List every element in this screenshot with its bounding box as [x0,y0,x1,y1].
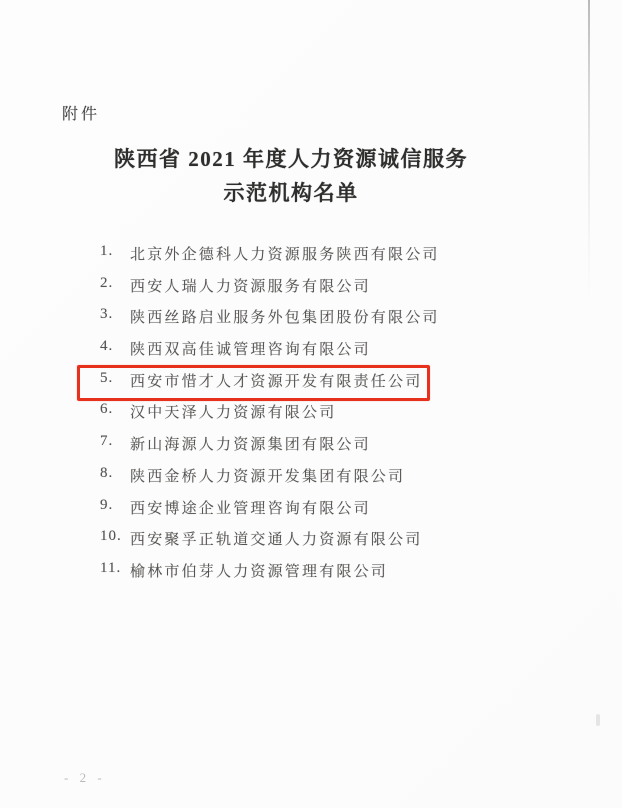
title-line-2: 示范机构名单 [223,181,359,205]
page-number: - 2 - [64,770,106,785]
company-name: 榆林市伯芽人力资源管理有限公司 [130,563,389,580]
list-item [100,465,570,497]
list-item [100,338,570,370]
list-item [100,528,570,560]
list-item [100,275,570,307]
title-line-1: 陕西省 2021 年度人力资源诚信服务 [114,147,468,171]
company-name: 陕西双高佳诚管理咨询有限公司 [130,342,371,359]
scan-speck [596,714,600,726]
list-item-number: 1. [100,243,114,259]
list-item-number: 7. [100,433,114,450]
list-item-number: 8. [100,464,114,481]
company-name: 陕西丝路启业服务外包集团股份有限公司 [130,310,440,327]
company-name: 西安聚孚正轨道交通人力资源有限公司 [130,532,423,549]
company-name: 新山海源人力资源集团有限公司 [130,437,371,454]
company-list [100,243,570,592]
list-item-number: 4. [100,338,114,355]
company-name: 西安人瑞人力资源服务有限公司 [130,278,371,295]
list-item [100,497,570,529]
scan-artifact-line [588,0,590,300]
list-item [100,433,570,465]
company-name: 汉中天泽人力资源有限公司 [130,405,337,422]
list-item [100,560,570,592]
company-name: 陕西金桥人力资源开发集团有限公司 [130,468,406,485]
company-name: 西安博途企业管理咨询有限公司 [130,500,371,517]
list-item-number: 10. [100,528,122,545]
list-item [100,306,570,338]
list-item [100,401,570,433]
list-item [100,243,570,275]
list-item-number: 6. [100,401,114,418]
list-item-number: 2. [100,274,114,291]
list-item [100,370,570,402]
list-item-number: 9. [100,496,114,513]
list-item-number: 3. [100,306,114,323]
attachment-label: 附件 [62,106,101,123]
list-item-number: 5. [100,369,114,386]
company-name: 西安市惜才人才资源开发有限责任公司 [130,373,423,390]
list-item-number: 11. [100,559,122,576]
document-title [0,142,582,210]
company-name: 北京外企德科人力资源服务陕西有限公司 [130,247,440,263]
